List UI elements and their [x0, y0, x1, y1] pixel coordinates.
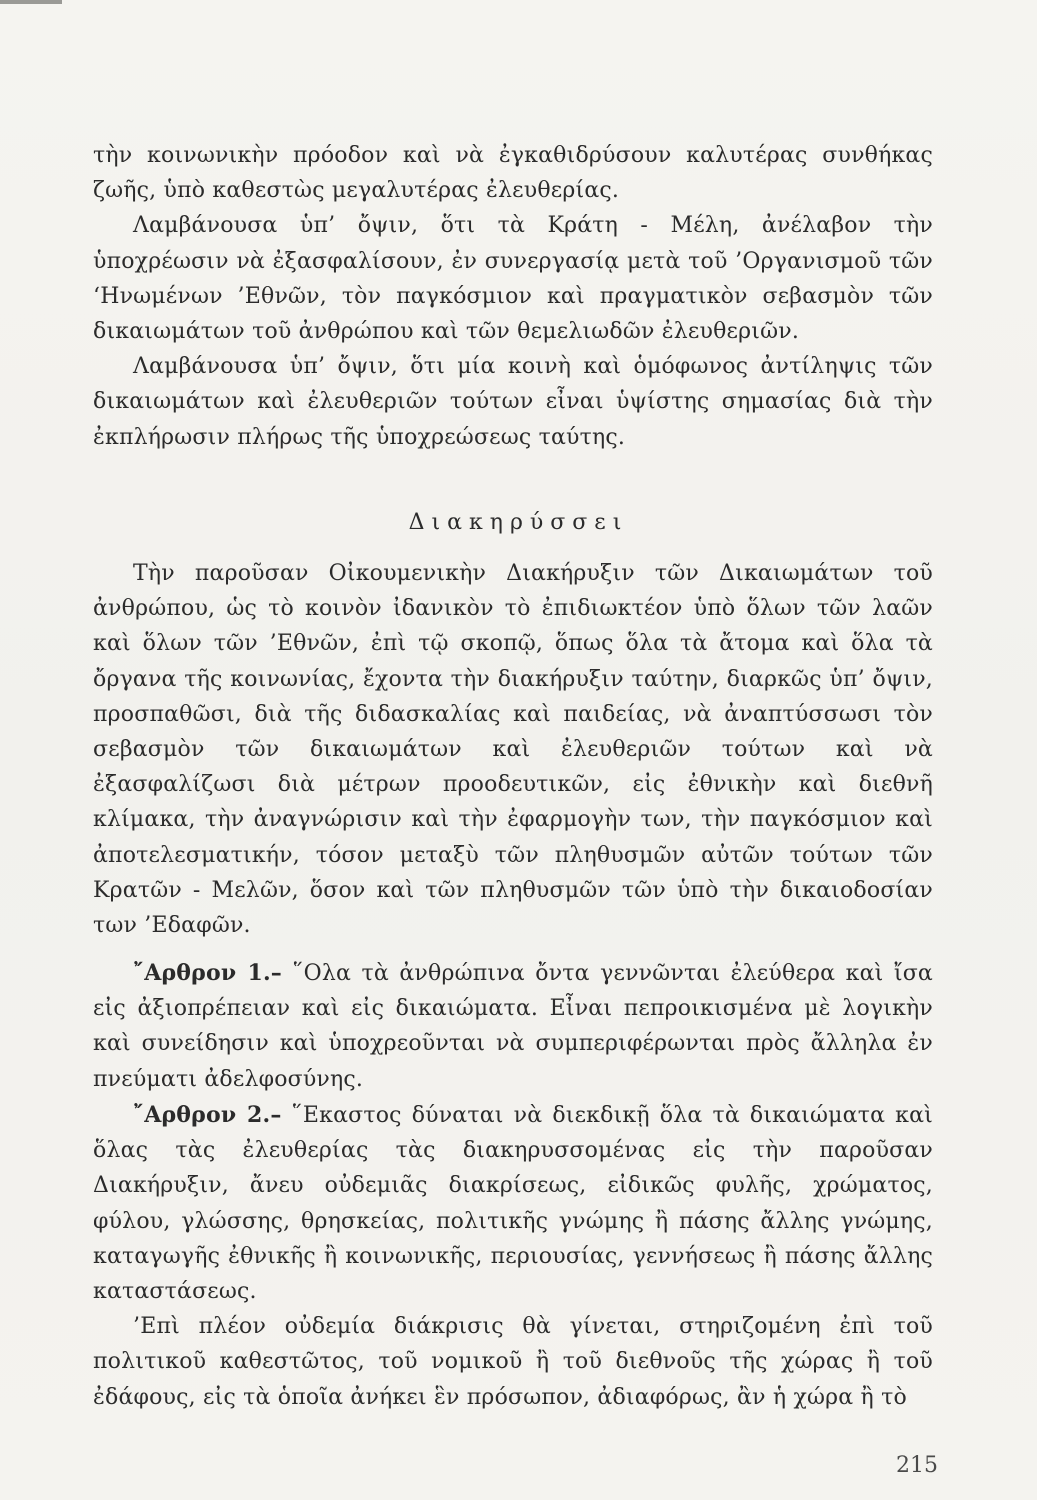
- intro-paragraph-2: Λαμβάνουσα ὑπ’ ὄψιν, ὅτι τὰ Κράτη - Μέλη, ἀνέλαβον τὴν ὑποχρέωσιν νὰ ἐξασφαλίσουν, ἐν συνεργασίᾳ μετὰ τοῦ ’Οργανισμοῦ τῶν ‘Ηνωμένων ’Εθνῶν, τὸν παγκόσμιον καὶ πραγματικὸν σεβασμὸν τῶν δικαιωμάτων τοῦ ἀνθρώπου καὶ τῶν θεμελιωδῶν ἐλευθεριῶν.: [93, 213, 933, 345]
- page-number: 215: [896, 1453, 938, 1478]
- article-2-section: [93, 1098, 933, 1415]
- article-2-continuation: ’Επὶ πλέον οὐδεμία διάκρισις θὰ γίνεται, στηριζομένη ἐπὶ τοῦ πολιτικοῦ καθεστῶτος, τοῦ νομικοῦ ἢ τοῦ διεθνοῦς τῆς χώρας ἢ τοῦ ἐδάφους, εἰς τὰ ὁποῖα ἀνήκει ἓν πρόσωπον, ἀδιαφόρως, ἂν ἡ χώρα ἢ τὸ: [93, 1314, 933, 1410]
- article-1-text: ῞Ολα τὰ ἀνθρώπινα ὄντα γεννῶνται ἐλεύθερα καὶ ἴσα εἰς ἀξιοπρέπειαν καὶ εἰς δικαιώματα. Εἶναι πεπροικισμένα μὲ λογικὴν καὶ συνείδησιν καὶ ὑποχρεοῦνται νὰ συμπεριφέρωνται πρὸς ἄλληλα ἐν πνεύματι ἀδελφοσύνης.: [93, 961, 933, 1092]
- section-heading: Διακηρύσσει: [408, 510, 629, 535]
- article-2-text: ῞Εκαστος δύναται νὰ διεκδικῇ ὅλα τὰ δικαιώματα καὶ ὅλας τὰς ἐλευθερίας τὰς διακηρυσσομένας εἰς τὴν παροῦσαν Διακήρυξιν, ἄνευ οὐδεμιᾶς διακρίσεως, εἰδικῶς φυλῆς, χρώματος, φύλου, γλώσσης, θρησκείας, πολιτικῆς γνώμης ἢ πάσης ἄλλης γνώμης, καταγωγῆς ἐθνικῆς ἢ κοινωνικῆς, περιουσίας, γεννήσεως ἢ πάσης ἄλλης καταστάσεως.: [93, 1103, 933, 1305]
- article-2-paragraph: [93, 1098, 933, 1309]
- article-1-paragraph: [93, 956, 933, 1097]
- intro-paragraph-1: τὴν κοινωνικὴν πρόοδον καὶ νὰ ἐγκαθιδρύσουν καλυτέρας συνθήκας ζωῆς, ὑπὸ καθεστὼς μεγαλυτέρας ἐλευθερίας.: [93, 143, 933, 204]
- scan-edge-mark: [0, 0, 62, 4]
- article-1-title: ῎Αρθρον 1.–: [133, 960, 283, 986]
- article-2-title: ῎Αρθρον 2.–: [133, 1102, 282, 1128]
- article-1-section: [93, 956, 933, 1097]
- intro-paragraph-3: Λαμβάνουσα ὑπ’ ὄψιν, ὅτι μία κοινὴ καὶ ὁμόφωνος ἀντίληψις τῶν δικαιωμάτων καὶ ἐλευθεριῶν τούτων εἶναι ὑψίστης σημασίας διὰ τὴν ἐκπλήρωσιν πλήρως τῆς ὑποχρεώσεως ταύτης.: [93, 354, 933, 450]
- declaration-section: [93, 556, 933, 943]
- declaration-paragraph: Τὴν παροῦσαν Οἰκουμενικὴν Διακήρυξιν τῶν Δικαιωμάτων τοῦ ἀνθρώπου, ὡς τὸ κοινὸν ἰδανικὸν τὸ ἐπιδιωκτέον ὑπὸ ὅλων τῶν λαῶν καὶ ὅλων τῶν ’Εθνῶν, ἐπὶ τῷ σκοπῷ, ὅπως ὅλα τὰ ἄτομα καὶ ὅλα τὰ ὄργανα τῆς κοινωνίας, ἔχοντα τὴν διακήρυξιν ταύτην, διαρκῶς ὑπ’ ὄψιν, προσπαθῶσι, διὰ τῆς διδασκαλίας καὶ παιδείας, νὰ ἀναπτύσσωσι τὸν σεβασμὸν τῶν δικαιωμάτων καὶ ἐλευθεριῶν τούτων καὶ νὰ ἐξασφαλίζωσι διὰ μέτρων προοδευτικῶν, εἰς ἐθνικὴν καὶ διεθνῆ κλίμακα, τὴν ἀναγνώρισιν καὶ τὴν ἐφαρμογὴν των, τὴν παγκόσμιον καὶ ἀποτελεσματικήν, τόσον μεταξὺ τῶν πληθυσμῶν αὐτῶν τούτων τῶν Κρατῶν - Μελῶν, ὅσον καὶ τῶν πληθυσμῶν τῶν ὑπὸ τὴν δικαιοδοσίαν των ’Εδαφῶν.: [93, 561, 933, 939]
- intro-section: [93, 138, 933, 455]
